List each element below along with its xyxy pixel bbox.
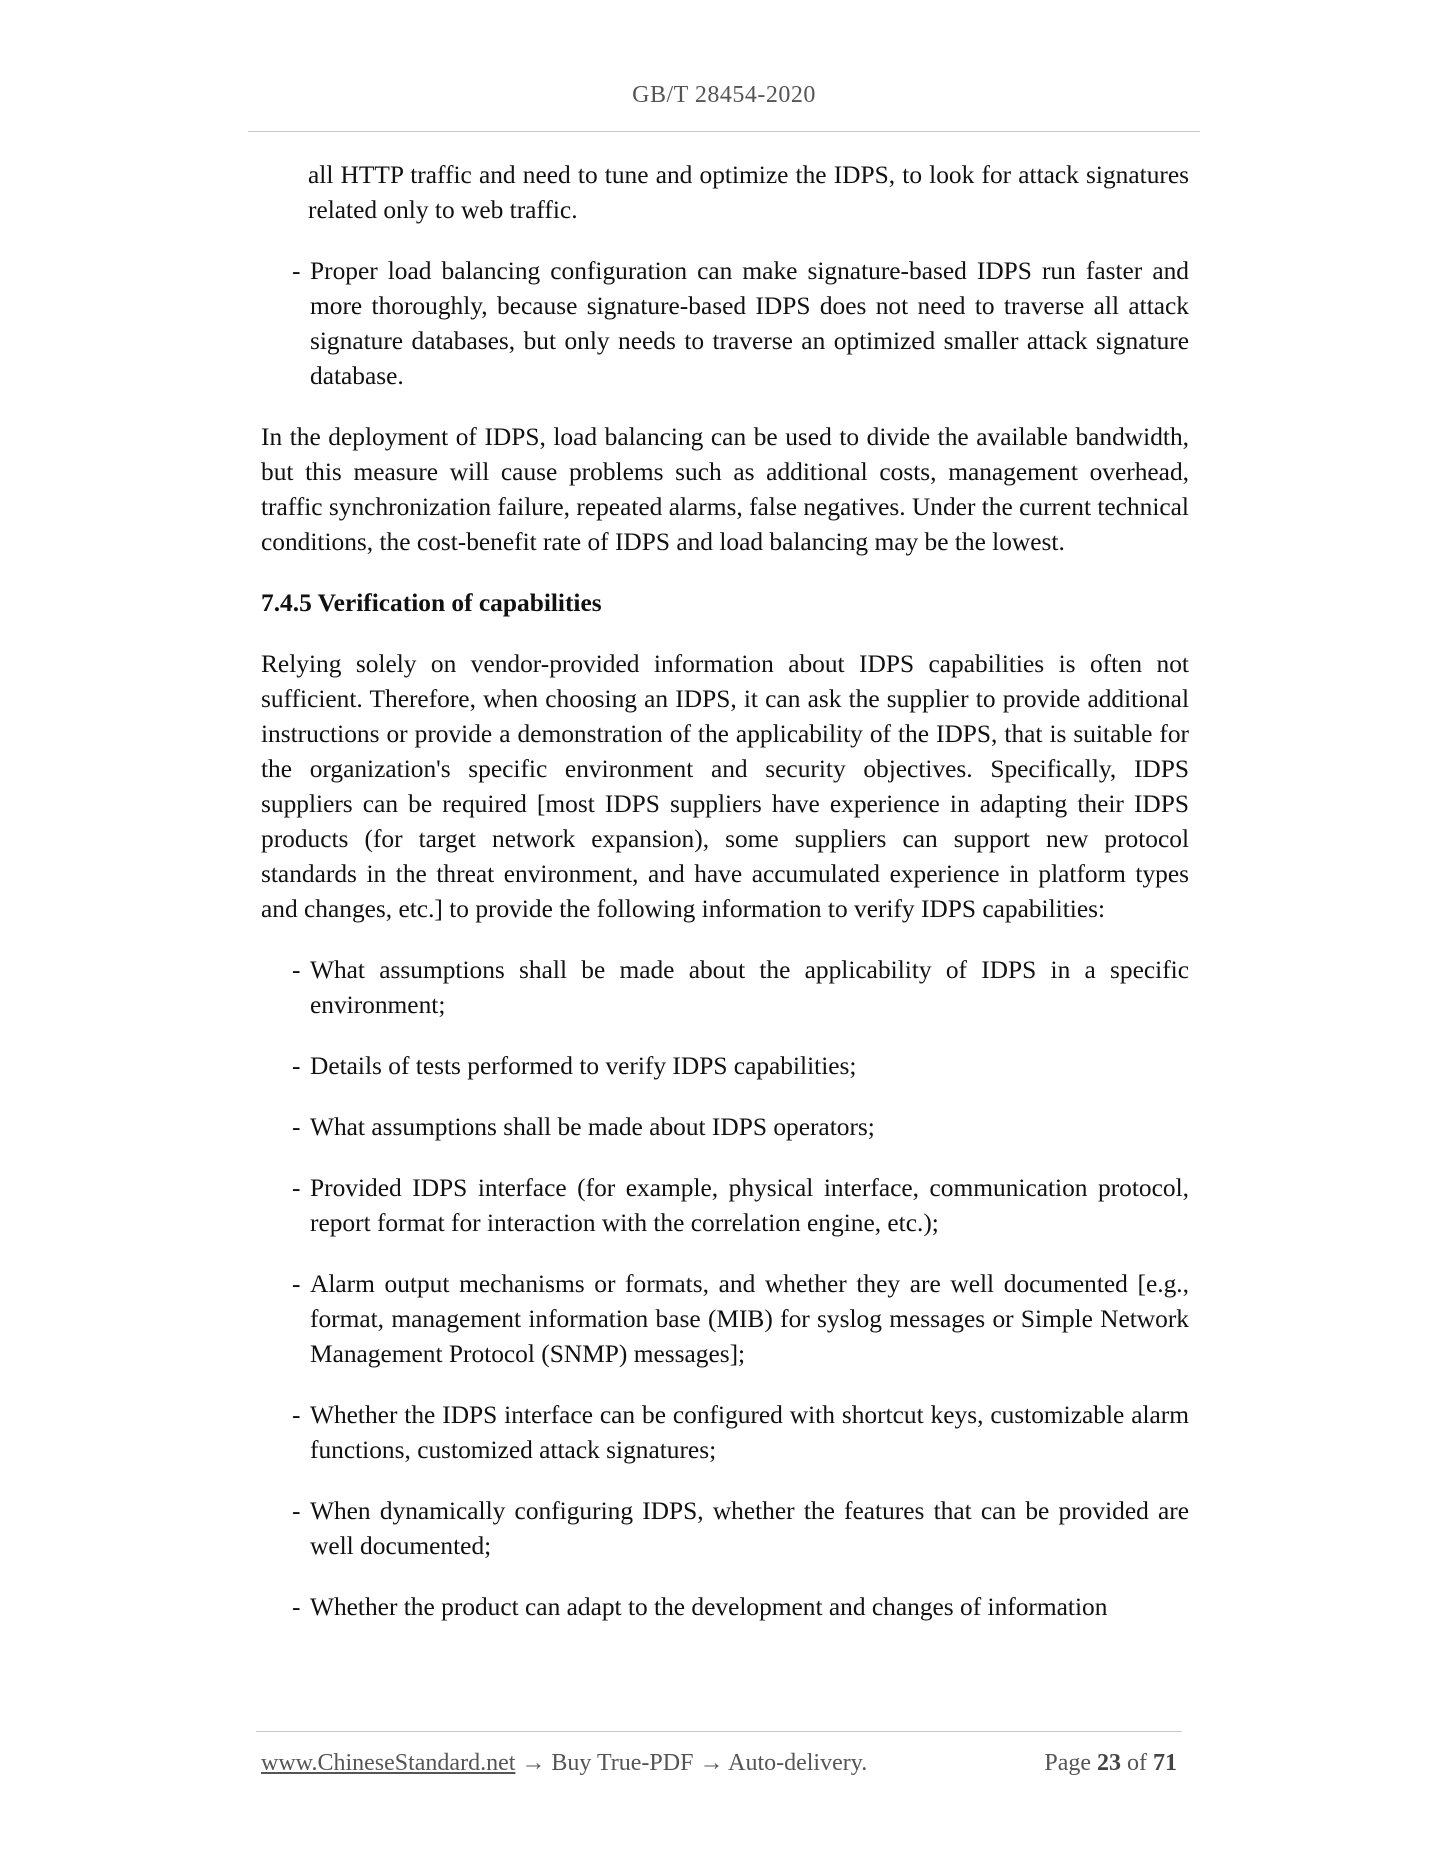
page-header: GB/T 28454-2020 [632,82,816,108]
list-item-text: Whether the IDPS interface can be configured with shortcut keys, customizable alarm functions, customized attack signatures; [310,1401,1189,1464]
list-item-text: Provided IDPS interface (for example, physical interface, communication protocol, report format for interaction with the correlation engine, etc.); [310,1174,1189,1237]
list-item [261,1110,1189,1145]
paragraph-deployment: In the deployment of IDPS, load balancing can be used to divide the available bandwidth, but this measure will cause problems such as additional costs, management overhead, traffic synchronization failure, repeated alarms, false negatives. Under the current technical conditions, the cost-benefit rate of IDPS and load balancing may be the lowest. [261,423,1189,556]
list-item [261,1049,1189,1084]
website-link[interactable]: www.ChineseStandard.net [261,1750,516,1776]
continued-paragraph: all HTTP traffic and need to tune and optimize the IDPS, to look for attack signatures related only to web traffic. [308,161,1189,224]
list-item-text: What assumptions shall be made about IDPS operators; [310,1113,875,1141]
list-item-text: What assumptions shall be made about the applicability of IDPS in a specific environment; [310,956,1189,1019]
document-body [261,158,1189,1651]
list-dash: - [292,956,301,984]
list-dash: - [292,1270,301,1298]
list-dash: - [292,1593,301,1621]
list-item [261,953,1189,1023]
page-indicator [1044,1750,1177,1777]
list-item [261,1494,1189,1564]
page-total: 71 [1153,1750,1177,1776]
list-item [261,254,1189,394]
list-dash: - [292,1174,301,1202]
list-item-text: Whether the product can adapt to the development and changes of information [310,1593,1108,1621]
list-item [261,1171,1189,1241]
header-divider [248,131,1200,132]
page-footer [261,1750,1177,1777]
paragraph-relying: Relying solely on vendor-provided information about IDPS capabilities is often not sufficient. Therefore, when choosing an IDPS, it can ask the supplier to provide additional instructions or provide a demonstration of the applicability of the IDPS, that is suitable for the organization's specific environment and security objectives. Specifically, IDPS suppliers can be required [most IDPS suppliers have experience in adapting their IDPS products (for target network expansion), some suppliers can support new protocol standards in the threat environment, and have accumulated experience in platform types and changes, etc.] to provide the following information to verify IDPS capabilities: [261,650,1189,923]
list-item-text: Details of tests performed to verify IDPS capabilities; [310,1052,857,1080]
list-dash: - [292,1113,301,1141]
list-item-text: Alarm output mechanisms or formats, and whether they are well documented [e.g., format, management information base (MIB) for syslog messages or Simple Network Management Protocol (SNMP) messages]; [310,1270,1189,1368]
footer-promo [261,1750,867,1777]
list-item-text: When dynamically configuring IDPS, whether the features that can be provided are well documented; [310,1497,1189,1560]
list-dash: - [292,1497,301,1525]
list-item [261,1267,1189,1372]
list-item [261,1398,1189,1468]
footer-divider [256,1731,1182,1732]
list-dash: - [292,257,301,285]
list-dash: - [292,1401,301,1429]
footer-tagline: → Buy True-PDF → Auto-delivery. [515,1750,868,1776]
section-heading: 7.4.5 Verification of capabilities [261,589,602,617]
list-dash: - [292,1052,301,1080]
list-item-text: Proper load balancing configuration can make signature-based IDPS run faster and more thoroughly, because signature-based IDPS does not need to traverse all attack signature databases, but only needs to traverse an optimized smaller attack signature database. [310,257,1189,390]
page-word: Page [1044,1750,1091,1776]
of-word: of [1127,1750,1147,1776]
page-current: 23 [1097,1750,1121,1776]
list-item [261,1590,1189,1625]
